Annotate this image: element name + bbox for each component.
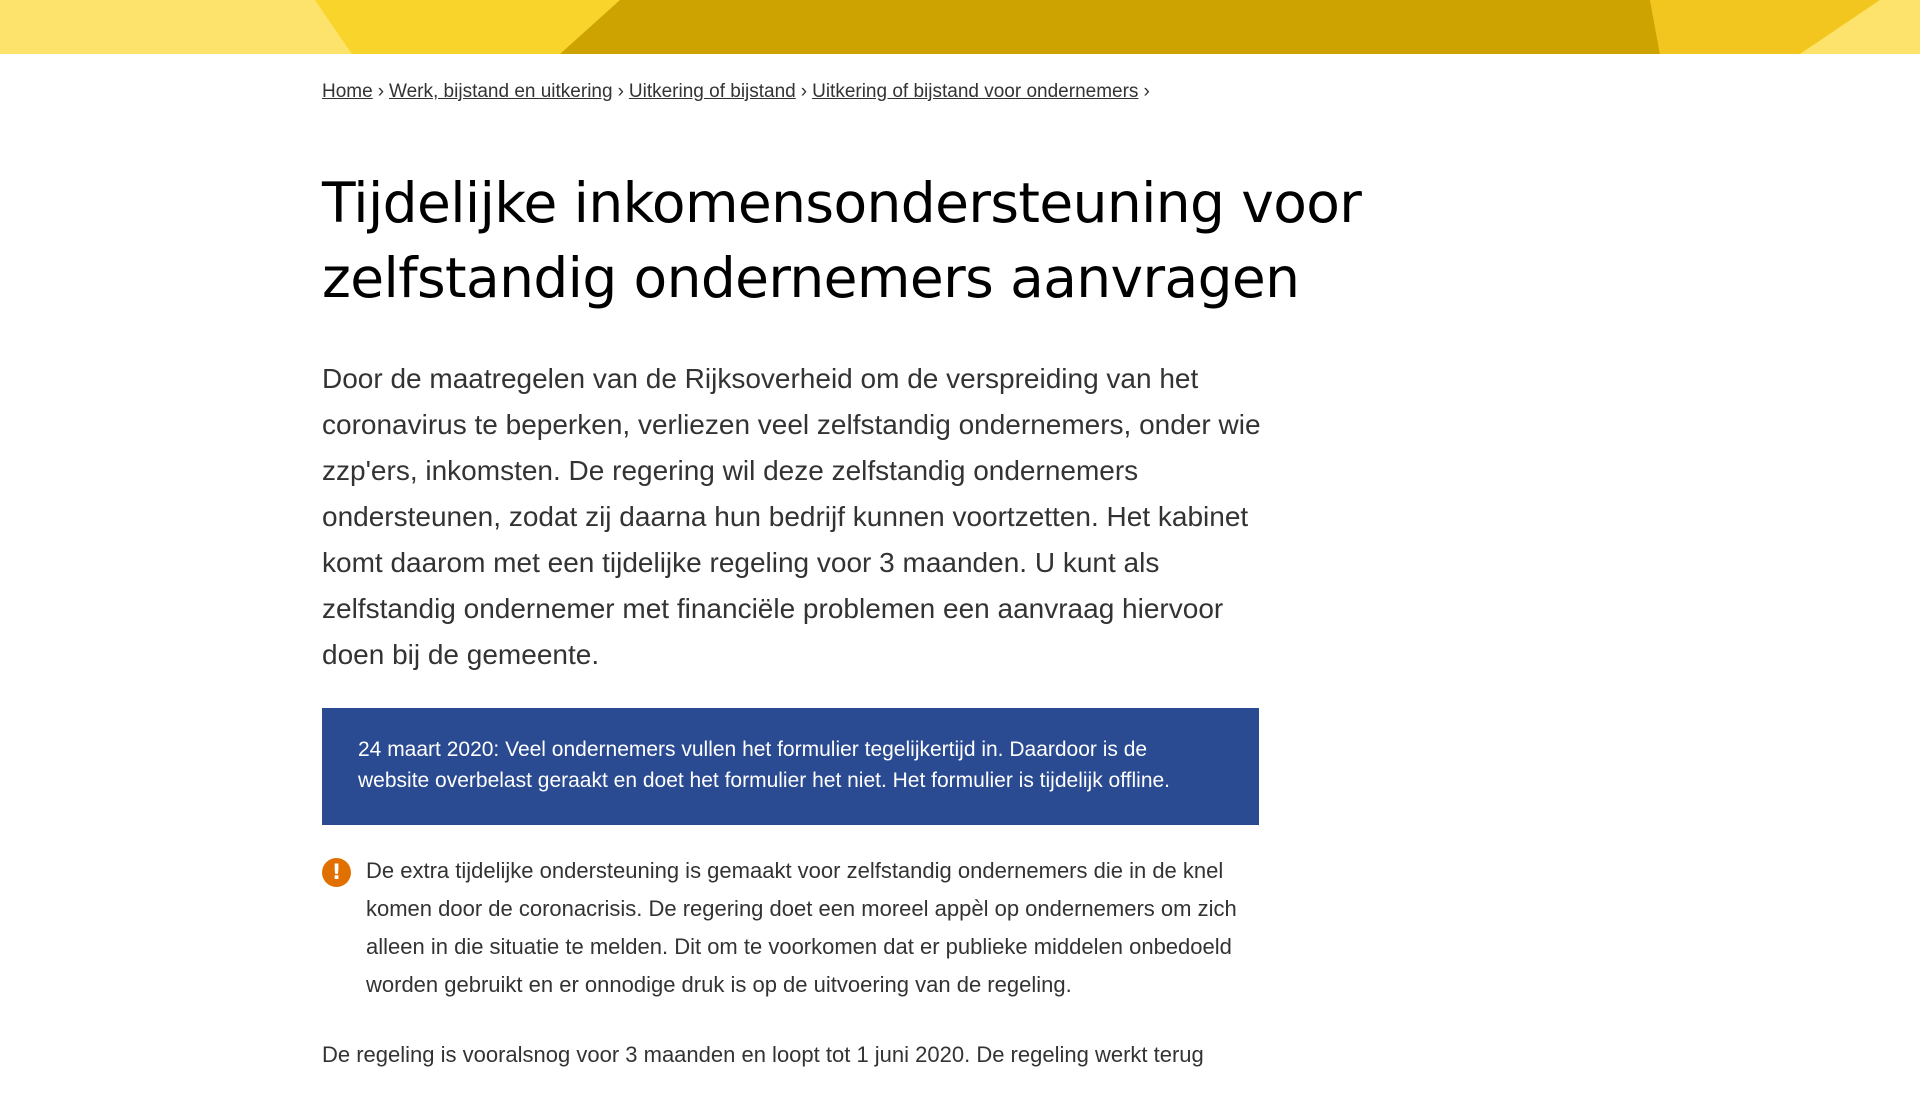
notice-text: 24 maart 2020: Veel ondernemers vullen het formulier tegelijkertijd in. Daardoor is de website overbelast geraakt en doet het formulier het niet. Het formulier is tijdelijk offline. bbox=[358, 738, 1171, 792]
breadcrumb-separator: › bbox=[377, 81, 385, 102]
intro-paragraph: Door de maatregelen van de Rijksoverheid om de verspreiding van het coronavirus te beperken, verliezen veel zelfstandig ondernemers, onder wie zzp'ers, inkomsten. De regering wil deze zelfstandig ondernemers ondersteunen, zodat zij daarna hun bedrijf kunnen voortzetten. Het kabinet komt daarom met een tijdelijke regeling voor 3 maanden. U kunt als zelfstandig ondernemer met financiële problemen een aanvraag hiervoor doen bij de gemeente. bbox=[322, 363, 1261, 670]
exclamation-icon: ! bbox=[322, 858, 351, 887]
warning-text: De extra tijdelijke ondersteuning is gemaakt voor zelfstandig ondernemers die in de knel komen door de coronacrisis. De regering doet een moreel appèl op ondernemers om zich alleen in die situatie te melden. Dit om te voorkomen dat er publieke middelen onbedoeld worden gebruikt en er onnodige druk is op de uitvoering van de regeling. bbox=[366, 858, 1237, 997]
breadcrumb-separator: › bbox=[617, 81, 624, 102]
breadcrumb-separator: › bbox=[1143, 81, 1150, 102]
breadcrumb-link-uitkering-bijstand-ondernemers[interactable]: Uitkering of bijstand voor ondernemers bbox=[812, 81, 1139, 102]
main-content bbox=[322, 54, 1422, 1096]
breadcrumb-link-uitkering-of-bijstand[interactable]: Uitkering of bijstand bbox=[628, 81, 796, 102]
body-paragraph: De regeling is vooralsnog voor 3 maanden en loopt tot 1 juni 2020. De regeling werkt terug bbox=[322, 1042, 1204, 1067]
notice-banner bbox=[322, 708, 1259, 825]
page-title bbox=[322, 166, 1412, 316]
breadcrumb-link-home[interactable]: Home bbox=[322, 81, 373, 102]
header-banner bbox=[0, 0, 1920, 54]
breadcrumb-link-werk-bijstand-uitkering[interactable]: Werk, bijstand en uitkering bbox=[389, 81, 613, 102]
banner-graphic bbox=[0, 0, 1920, 54]
page-title-line-1: Tijdelijke inkomensondersteuning voor bbox=[322, 171, 1362, 235]
page-title-line-2: zelfstandig ondernemers aanvragen bbox=[322, 246, 1300, 310]
warning-block bbox=[322, 852, 1259, 1004]
breadcrumb-separator: › bbox=[800, 81, 808, 102]
breadcrumb bbox=[322, 78, 1422, 106]
